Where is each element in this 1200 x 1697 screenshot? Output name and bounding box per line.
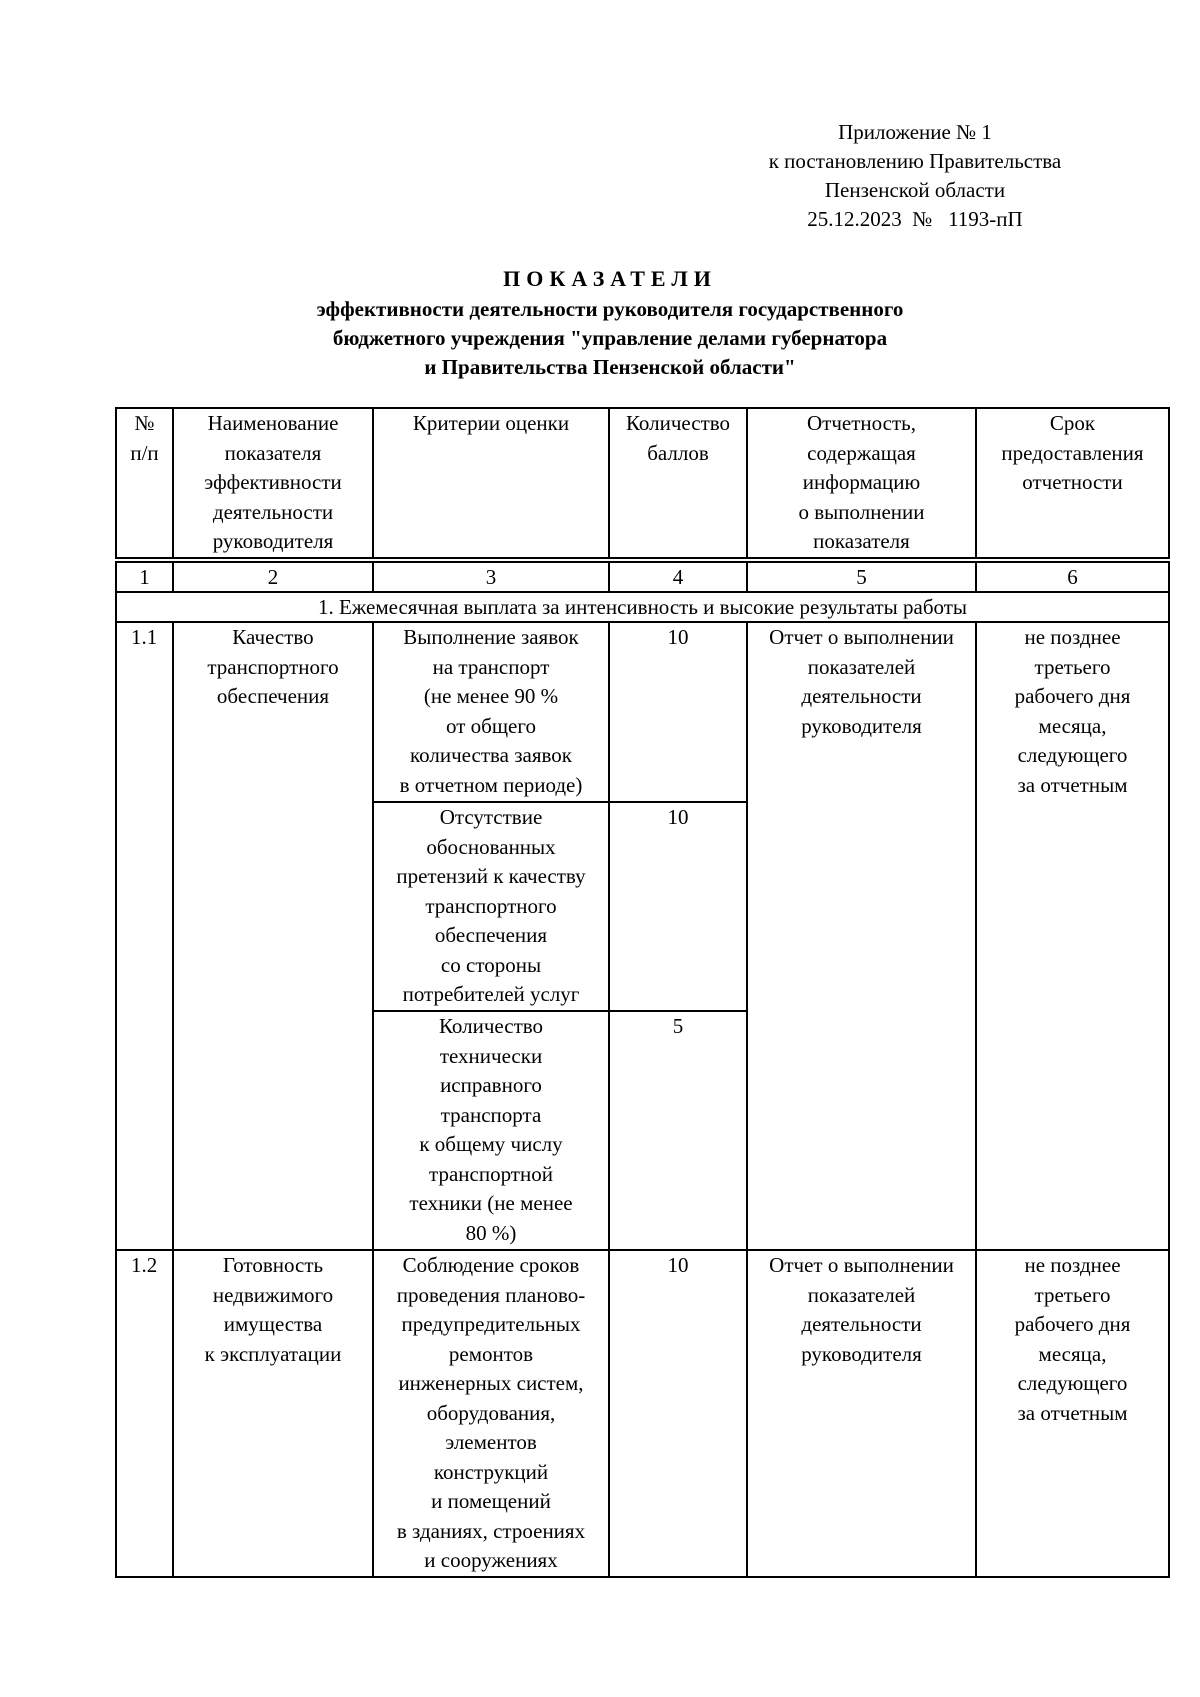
- cell-line: п/п: [130, 440, 159, 465]
- cell-line: проведения планово-: [396, 1282, 586, 1307]
- row-num: 1.1: [116, 622, 173, 1250]
- row-report: [747, 1250, 976, 1577]
- cell-line: Отчет о выполнении: [769, 1253, 954, 1277]
- cell-line: в зданиях, строениях: [396, 1518, 586, 1543]
- cell-line: и сооружениях: [424, 1548, 558, 1572]
- cell-line: следующего: [1017, 743, 1128, 767]
- row-criteria: [373, 1011, 609, 1250]
- cell-line: за отчетным: [1017, 1400, 1128, 1425]
- cell-line: месяца,: [1038, 713, 1107, 738]
- cell-line: следующего: [1017, 1371, 1128, 1395]
- cell-line: Готовность: [222, 1253, 324, 1277]
- cell-line: (не менее 90 %: [423, 684, 559, 708]
- cell-line: №: [134, 411, 155, 435]
- cell-line: отчетности: [1022, 470, 1123, 494]
- cell-line: Количество: [438, 1014, 544, 1038]
- cell-line: Отчетность,: [807, 411, 916, 435]
- cell-line: потребителей услуг: [402, 982, 580, 1006]
- row-deadline: [976, 622, 1169, 1250]
- cell-line: эффективности: [204, 470, 342, 494]
- cell-line: рабочего дня: [1014, 1312, 1131, 1336]
- section-title: 1. Ежемесячная выплата за интенсивность и высокие результаты работы: [116, 592, 1169, 622]
- column-numbers-row: [116, 562, 1169, 592]
- col-number-6: 6: [976, 562, 1169, 592]
- annex-line-1: Приложение № 1: [838, 120, 992, 144]
- cell-line: деятельности: [801, 1312, 922, 1336]
- cell-line: обеспечения: [434, 923, 548, 947]
- col-number-3: 3: [373, 562, 609, 592]
- cell-line: показателей: [807, 654, 916, 679]
- cell-line: Количество: [625, 411, 731, 435]
- cell-line: показателей: [807, 1282, 916, 1307]
- cell-line: содержащая: [807, 440, 916, 465]
- cell-line: третьего: [1034, 654, 1111, 679]
- header-name: [173, 408, 373, 558]
- annex-line-4: 25.12.2023 № 1193-пП: [807, 207, 1023, 231]
- col-number-2: 2: [173, 562, 373, 592]
- cell-line: о выполнении: [798, 499, 925, 524]
- title-line-3: и Правительства Пензенской области": [424, 355, 796, 379]
- cell-line: баллов: [647, 440, 709, 465]
- cell-line: количества заявок: [410, 743, 572, 767]
- cell-line: обоснованных: [426, 834, 556, 859]
- cell-line: показателя: [224, 440, 322, 465]
- table-row: [116, 1250, 1169, 1577]
- cell-line: деятельности: [801, 684, 922, 708]
- row-points: 10: [609, 1250, 747, 1577]
- cell-line: элементов: [445, 1430, 537, 1454]
- title-main: ПОКАЗАТЕЛИ: [503, 266, 717, 291]
- cell-line: Соблюдение сроков: [402, 1253, 580, 1277]
- cell-line: технически: [439, 1043, 543, 1068]
- col-number-5: 5: [747, 562, 976, 592]
- header-points: [609, 408, 747, 558]
- cell-line: Наименование: [207, 411, 339, 435]
- cell-line: транспортной: [429, 1161, 553, 1186]
- cell-line: Отчет о выполнении: [769, 625, 954, 649]
- title-line-2: бюджетного учреждения "управление делами губернатора: [332, 326, 888, 350]
- cell-line: со стороны: [440, 952, 542, 977]
- cell-line: ремонтов: [448, 1341, 534, 1366]
- table-header: [115, 407, 1170, 559]
- cell-line: оборудования,: [426, 1400, 556, 1425]
- row-criteria: [373, 1250, 609, 1577]
- cell-line: за отчетным: [1017, 772, 1128, 797]
- row-name: [173, 1250, 373, 1577]
- cell-line: третьего: [1034, 1282, 1111, 1307]
- cell-line: претензий к качеству: [396, 864, 586, 888]
- col-number-1: 1: [116, 562, 173, 592]
- cell-line: предоставления: [1001, 440, 1144, 465]
- section-row: [116, 592, 1169, 622]
- row-points: 10: [609, 802, 747, 1011]
- cell-line: к общему числу: [419, 1132, 563, 1156]
- cell-line: информацию: [802, 470, 921, 494]
- cell-line: имущества: [223, 1312, 323, 1336]
- header-num: [116, 408, 173, 558]
- annex-line-3: Пензенской области: [824, 178, 1006, 202]
- cell-line: 80 %): [465, 1220, 517, 1245]
- cell-line: и помещений: [431, 1489, 551, 1513]
- cell-line: недвижимого: [212, 1282, 334, 1307]
- indicators-table: [115, 561, 1170, 1578]
- row-points: 5: [609, 1011, 747, 1250]
- cell-line: руководителя: [801, 713, 922, 738]
- row-num: 1.2: [116, 1250, 173, 1577]
- row-criteria: [373, 802, 609, 1011]
- cell-line: транспортного: [207, 654, 339, 679]
- header-criteria: [373, 408, 609, 558]
- cell-line: конструкций: [433, 1459, 549, 1484]
- cell-line: в отчетном периоде): [399, 772, 583, 797]
- cell-line: не позднее: [1024, 1253, 1121, 1277]
- row-name: [173, 622, 373, 1250]
- document-title: [180, 264, 1040, 382]
- cell-line: Выполнение заявок: [403, 625, 579, 649]
- cell-line: Срок: [1049, 411, 1096, 435]
- header-deadline: [976, 408, 1169, 558]
- cell-line: на транспорт: [432, 654, 550, 679]
- annex-line-2: к постановлению Правительства: [768, 149, 1062, 173]
- cell-line: Качество: [232, 625, 314, 649]
- cell-line: не позднее: [1024, 625, 1121, 649]
- cell-line: техники (не менее: [409, 1191, 573, 1215]
- table-row: [116, 622, 1169, 802]
- row-criteria: [373, 622, 609, 802]
- cell-line: транспортного: [425, 893, 557, 918]
- cell-line: исправного: [440, 1073, 542, 1097]
- cell-line: Критерии оценки: [412, 411, 570, 435]
- cell-line: предупредительных: [401, 1312, 581, 1336]
- cell-line: деятельности: [212, 499, 334, 524]
- cell-line: к эксплуатации: [204, 1341, 342, 1366]
- title-line-1: эффективности деятельности руководителя государственного: [316, 297, 904, 321]
- cell-line: обеспечения: [216, 684, 330, 708]
- row-report: [747, 622, 976, 1250]
- cell-line: Отсутствие: [439, 805, 543, 829]
- cell-line: месяца,: [1038, 1341, 1107, 1366]
- cell-line: от общего: [446, 713, 536, 738]
- row-points: 10: [609, 622, 747, 802]
- cell-line: инженерных систем,: [398, 1371, 584, 1395]
- cell-line: рабочего дня: [1014, 684, 1131, 708]
- header-report: [747, 408, 976, 558]
- cell-line: транспорта: [440, 1102, 542, 1127]
- col-number-4: 4: [609, 562, 747, 592]
- cell-line: руководителя: [801, 1341, 922, 1366]
- row-deadline: [976, 1250, 1169, 1577]
- annex-block: [700, 118, 1130, 234]
- cell-line: показателя: [813, 529, 910, 553]
- cell-line: руководителя: [212, 529, 334, 553]
